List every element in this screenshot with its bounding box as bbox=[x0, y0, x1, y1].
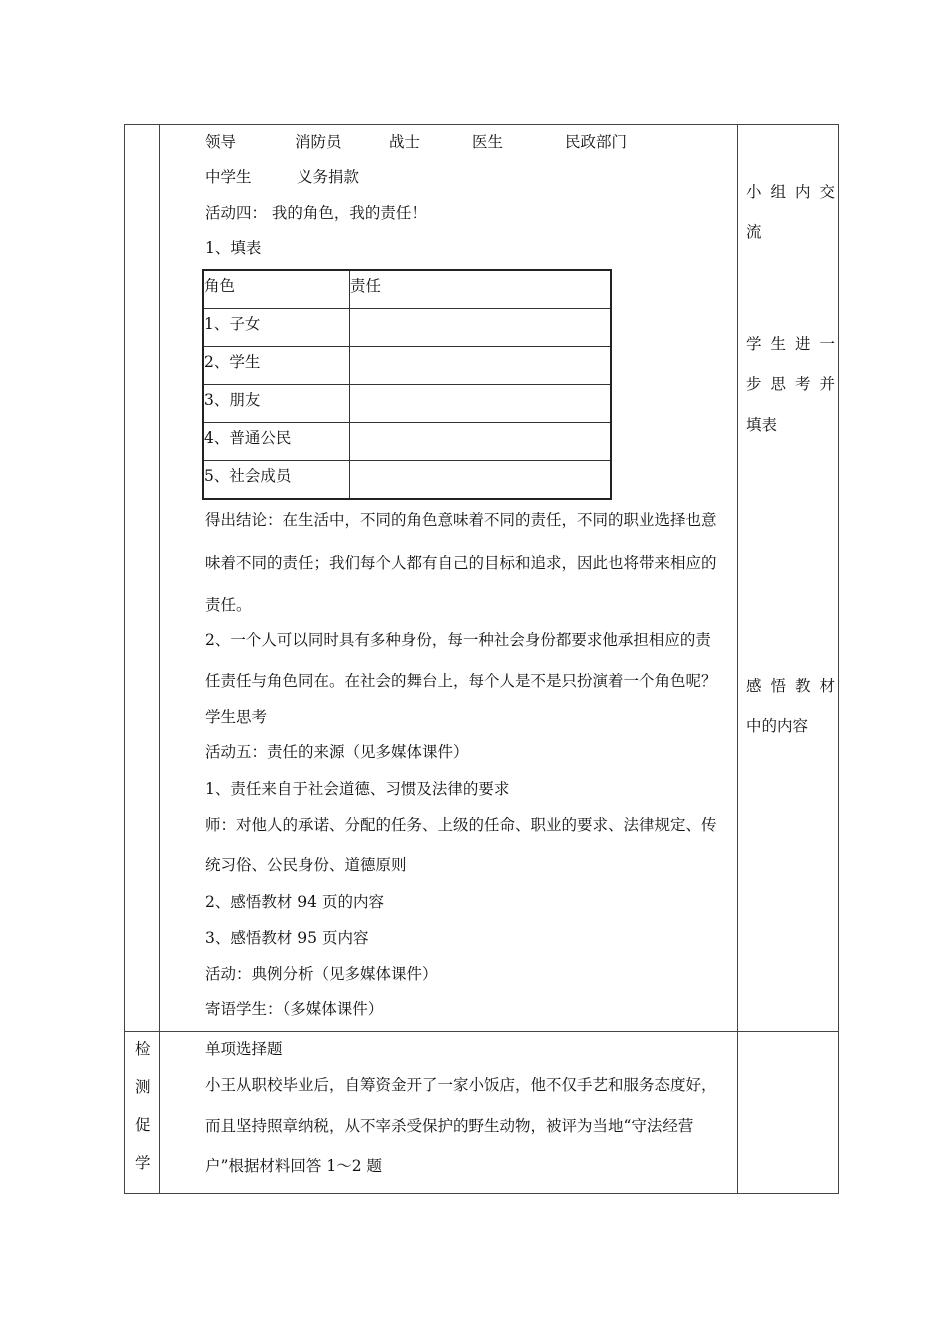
question-line-3: 户”根据材料回答 1～2 题 bbox=[205, 1157, 383, 1175]
header-role: 角色 bbox=[203, 270, 350, 309]
student-think: 学生思考 bbox=[205, 708, 268, 726]
responsibility-cell[interactable] bbox=[350, 461, 612, 500]
side-label-char: 检 bbox=[135, 1040, 151, 1058]
row1-side-cell bbox=[125, 125, 160, 1032]
role-student: 中学生 bbox=[205, 168, 252, 186]
row2-side-cell bbox=[125, 1032, 160, 1194]
fill-table-label: 1、填表 bbox=[205, 239, 262, 257]
note2-line-2: 步思考并 bbox=[746, 375, 845, 393]
activity-case: 活动：典例分析（见多媒体课件） bbox=[205, 965, 438, 983]
question-line-1: 小王从职校毕业后，自筹资金开了一家小饭店，他不仅手艺和服务态度好， bbox=[205, 1076, 717, 1094]
item-3: 3、感悟教材 95 页内容 bbox=[205, 929, 369, 947]
role-doctor: 医生 bbox=[472, 133, 504, 151]
message-to-students: 寄语学生：（多媒体课件） bbox=[205, 1000, 384, 1018]
header-responsibility: 责任 bbox=[350, 270, 612, 309]
role-soldier: 战士 bbox=[389, 133, 421, 151]
row1-notes-cell bbox=[738, 125, 845, 1032]
activity5-title: 活动五：责任的来源（见多媒体课件） bbox=[205, 743, 469, 761]
role-cell: 4、普通公民 bbox=[203, 423, 350, 461]
role-donation: 义务捐款 bbox=[297, 168, 360, 186]
row2-notes-cell bbox=[738, 1032, 839, 1194]
role-cell: 2、学生 bbox=[203, 347, 350, 385]
side-label-char: 测 bbox=[135, 1078, 151, 1096]
activity4-title: 活动四： 我的角色，我的责任！ bbox=[205, 204, 427, 222]
role-cell: 5、社会成员 bbox=[203, 461, 350, 500]
conclusion-line-3: 责任。 bbox=[205, 596, 252, 614]
point2-line-2: 任责任与角色同在。在社会的舞台上，每个人是不是只扮演着一个角色呢？ bbox=[205, 672, 717, 690]
role-leader: 领导 bbox=[205, 133, 237, 151]
note1-line-1: 小组内交 bbox=[746, 183, 845, 201]
role-cell: 1、子女 bbox=[203, 309, 350, 347]
note3-line-2: 中的内容 bbox=[746, 717, 809, 735]
role-cell: 3、朋友 bbox=[203, 385, 350, 423]
conclusion-line-1: 得出结论：在生活中，不同的角色意味着不同的责任，不同的职业选择也意 bbox=[205, 511, 717, 529]
item-2: 2、感悟教材 94 页的内容 bbox=[205, 893, 384, 911]
point2-line-1: 2、一个人可以同时具有多种身份，每一种社会身份都要求他承担相应的责 bbox=[205, 631, 711, 649]
conclusion-line-2: 味着不同的责任；我们每个人都有自己的目标和追求，因此也将带来相应的 bbox=[205, 554, 717, 572]
responsibility-cell[interactable] bbox=[350, 347, 612, 385]
note3-line-1: 感悟教材 bbox=[746, 677, 845, 695]
role-responsibility-table bbox=[202, 269, 612, 500]
responsibility-cell[interactable] bbox=[350, 309, 612, 347]
note2-line-3: 填表 bbox=[746, 416, 778, 434]
note2-line-1: 学生进一 bbox=[746, 335, 845, 353]
role-civil-affairs: 民政部门 bbox=[565, 133, 628, 151]
source-1: 1、责任来自于社会道德、习惯及法律的要求 bbox=[205, 780, 510, 798]
teacher-line-2: 统习俗、公民身份、道德原则 bbox=[205, 856, 407, 874]
row1-content-cell bbox=[160, 125, 738, 1032]
role-firefighter: 消防员 bbox=[295, 133, 342, 151]
note1-line-2: 流 bbox=[746, 223, 762, 241]
question-section-title: 单项选择题 bbox=[205, 1040, 283, 1058]
responsibility-cell[interactable] bbox=[350, 385, 612, 423]
question-line-2: 而且坚持照章纳税，从不宰杀受保护的野生动物，被评为当地“守法经营 bbox=[205, 1117, 694, 1135]
lesson-plan-table bbox=[124, 124, 845, 1194]
side-label-char: 学 bbox=[135, 1154, 151, 1172]
teacher-line-1: 师：对他人的承诺、分配的任务、上级的任命、职业的要求、法律规定、传 bbox=[205, 816, 717, 834]
row2-content-cell bbox=[160, 1032, 738, 1194]
side-label-char: 促 bbox=[135, 1116, 151, 1134]
responsibility-cell[interactable] bbox=[350, 423, 612, 461]
